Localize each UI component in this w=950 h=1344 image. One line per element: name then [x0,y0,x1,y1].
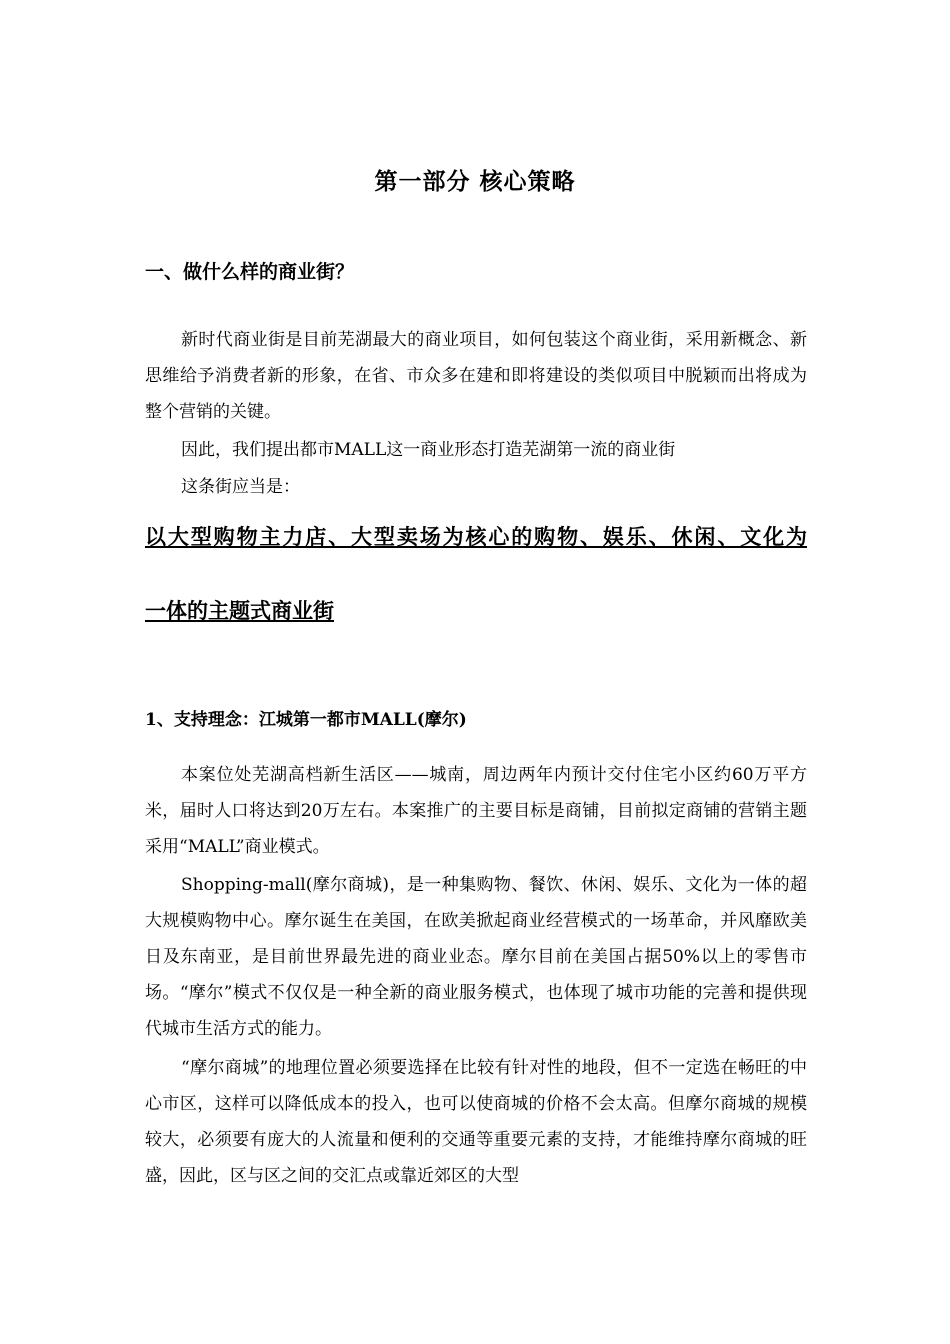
subsection-heading: 1、支持理念：江城第一都市MALL(摩尔) [145,710,467,730]
slogan-line: 以大型购物主力店、大型卖场为核心的购物、娱乐、休闲、文化为 [145,524,807,549]
section-heading: 一、做什么样的商业街？ [145,261,355,283]
paragraph: “摩尔商城”的地理位置必须要选择在比较有针对性的地段，但不一定选在畅旺的中心市区，这样可以降低成本的投入，也可以使商城的价格不会太高。但摩尔商城的规模较大，必须要有庞大的人流量和便利的交通等重要元素的支持，才能维持摩尔商城的旺盛，因此，区与区之间的交汇点或靠近郊区的大型 [145,1058,807,1186]
slogan-line: 一体的主题式商业街 [145,598,334,623]
paragraph: Shopping-mall(摩尔商城)，是一种集购物、餐饮、休闲、娱乐、文化为一体的超大规模购物中心。摩尔诞生在美国，在欧美掀起商业经营模式的一场革命，并风靡欧美日及东南亚，是目前世界最先进的商业业态。摩尔目前在美国占据50%以上的零售市场。“摩尔”模式不仅仅是一种全新的商业服务模式，也体现了城市功能的完善和提供现代城市生活方式的能力。 [145,875,807,1039]
paragraph: 这条街应当是： [181,477,300,497]
paragraph: 本案位处芜湖高档新生活区——城南，周边两年内预计交付住宅小区约60万平方米，届时人口将达到20万左右。本案推广的主要目标是商铺，目前拟定商铺的营销主题采用“MALL”商业模式。 [145,765,807,857]
paragraph: 新时代商业街是目前芜湖最大的商业项目，如何包装这个商业街，采用新概念、新思维给予消费者新的形象，在省、市众多在建和即将建设的类似项目中脱颖而出将成为整个营销的关键。 [145,330,807,422]
paragraph: 因此，我们提出都市MALL这一商业形态打造芜湖第一流的商业街 [181,440,676,460]
page-title: 第一部分 核心策略 [374,168,576,195]
